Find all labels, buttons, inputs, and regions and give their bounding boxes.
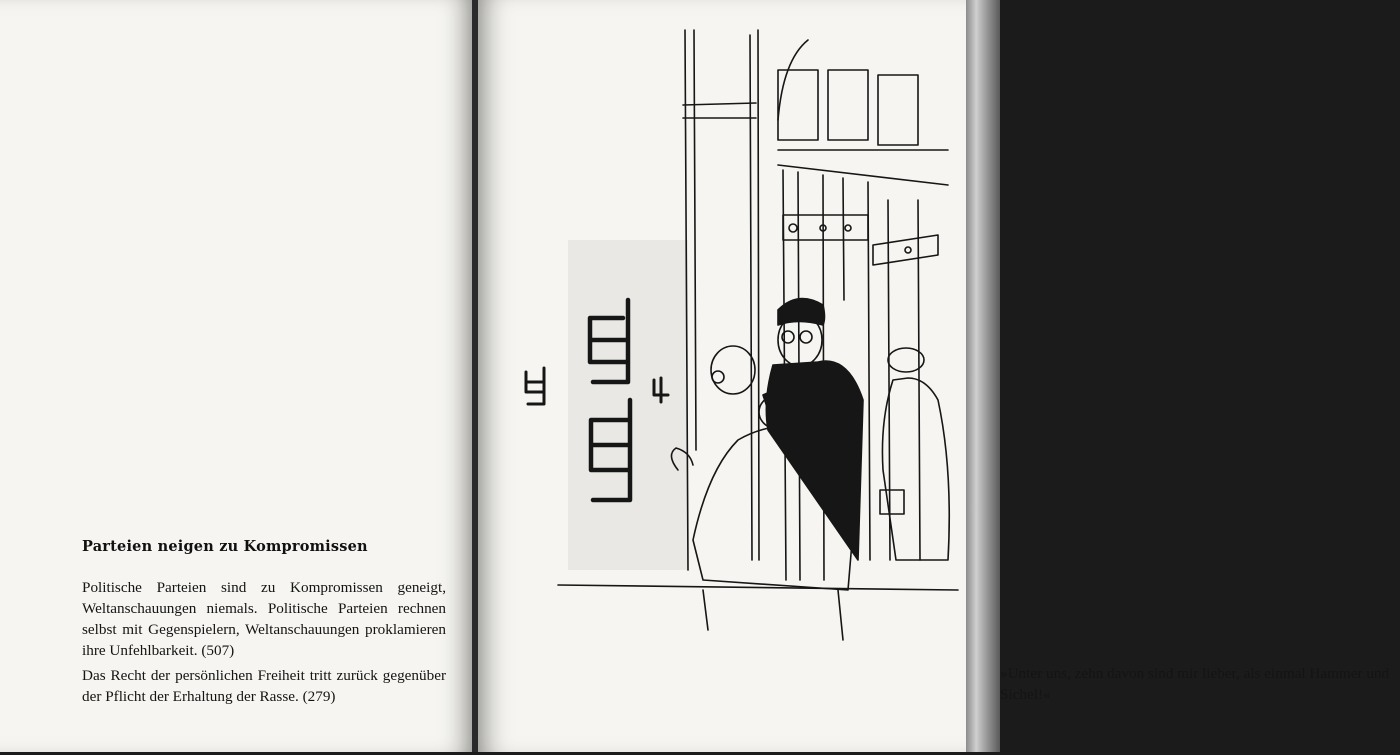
paragraph-2: Das Recht der persönlichen Freiheit tritt zurück gegenüber der Pflicht der Erhaltung der Rasse. (279) xyxy=(82,667,446,705)
left-page xyxy=(0,0,474,752)
paragraph-1: Politische Parteien sind zu Kompromissen geneigt, Weltanschauungen niemals. Politische Parteien rechnen selbst mit Gegenspielern, Weltanschauungen proklamieren ihre Unfehlbarkeit. (507) xyxy=(82,579,446,659)
section-heading: Parteien neigen zu Kompromissen xyxy=(82,538,368,555)
illustration-caption: »Unter uns, zehn davon sind mir lieber, als einmal Hammer und Sichel!« xyxy=(1000,665,1390,703)
page-edges xyxy=(966,0,1000,752)
cartoon-illustration-icon xyxy=(478,0,968,650)
